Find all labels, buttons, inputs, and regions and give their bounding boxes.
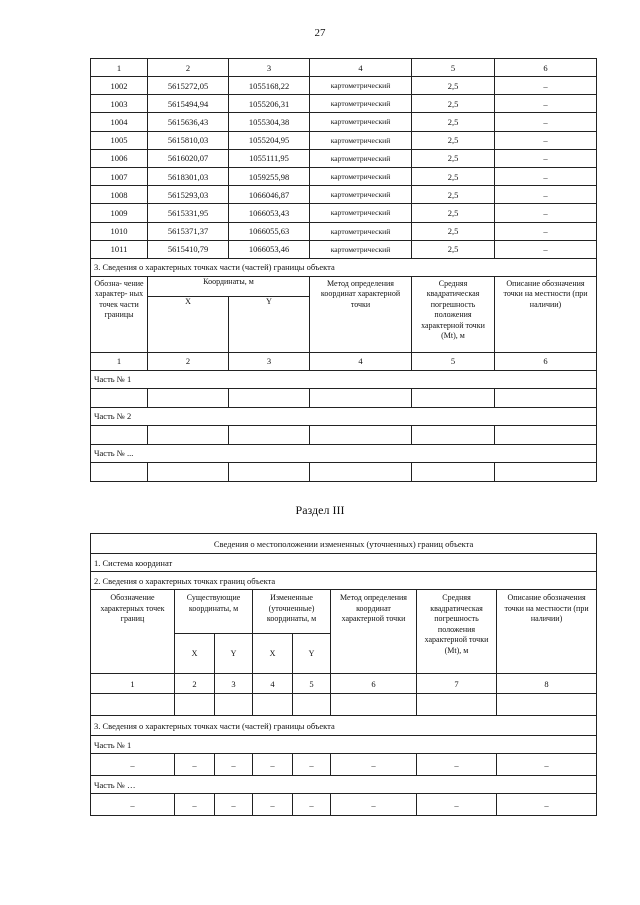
empty-row (91, 462, 597, 481)
coord-y: 1066053,46 (229, 240, 310, 258)
dash: – (331, 754, 417, 776)
point-designation-header: Обозна- чение характер- ных точек части границы (91, 276, 148, 352)
empty-row (91, 694, 597, 716)
error: 2,5 (412, 186, 495, 204)
method: картометрический (310, 204, 412, 222)
table-caption: Сведения о местоположении измененных (уточненных) границ объекта (91, 534, 597, 554)
y1-header: Y (215, 634, 253, 674)
existing-coords-header: Существующие координаты, м (175, 590, 253, 634)
method: картометрический (310, 167, 412, 185)
designation-header: Обозначение характерных точек границ (91, 590, 175, 674)
dash: – (497, 794, 597, 816)
x1-header: X (175, 634, 215, 674)
dash: – (417, 754, 497, 776)
point-number: 1005 (91, 131, 148, 149)
description: – (495, 167, 597, 185)
column-number-row (91, 352, 597, 370)
point-number: 1008 (91, 186, 148, 204)
table-row (91, 95, 597, 113)
dash: – (215, 794, 253, 816)
dash-row (91, 794, 597, 816)
coord-x: 5615371,37 (148, 222, 229, 240)
description: – (495, 95, 597, 113)
description: – (495, 77, 597, 95)
method: картометрический (310, 77, 412, 95)
table-row (91, 204, 597, 222)
empty-row (91, 425, 597, 444)
part-info-row (91, 716, 597, 736)
column-number-row (91, 59, 597, 77)
part-label: Часть № 2 (91, 407, 597, 425)
coord-y: 1055304,38 (229, 113, 310, 131)
table-row (91, 131, 597, 149)
point-number: 1003 (91, 95, 148, 113)
dash: – (293, 794, 331, 816)
col-num-1: 1 (91, 674, 175, 694)
col-num-4: 4 (310, 352, 412, 370)
boundary-points-table (90, 58, 597, 482)
dash: – (175, 754, 215, 776)
method: картометрический (310, 149, 412, 167)
dash: – (215, 754, 253, 776)
method: картометрический (310, 113, 412, 131)
table-row (91, 77, 597, 95)
col-num-5: 5 (412, 352, 495, 370)
dash: – (91, 794, 175, 816)
col-num-2: 2 (175, 674, 215, 694)
description: – (495, 186, 597, 204)
description-header: Описание обозначения точки на местности (при наличии) (497, 590, 597, 674)
coord-y: 1059255,98 (229, 167, 310, 185)
col-num-6: 6 (331, 674, 417, 694)
description: – (495, 131, 597, 149)
coord-system-row (91, 554, 597, 572)
col-num-4: 4 (310, 59, 412, 77)
description: – (495, 222, 597, 240)
col-num-6: 6 (495, 59, 597, 77)
col-num-8: 8 (497, 674, 597, 694)
part-row (91, 444, 597, 462)
error: 2,5 (412, 131, 495, 149)
coords-header: Координаты, м (148, 276, 310, 296)
col-num-7: 7 (417, 674, 497, 694)
part-label: Часть № 1 (91, 736, 597, 754)
error-header: Средняя квадратическая погрешность положения характерной точки (Mt), м (412, 276, 495, 352)
coord-system: 1. Система координат (91, 554, 597, 572)
header-row (91, 276, 597, 296)
table-row (91, 149, 597, 167)
caption-row (91, 534, 597, 554)
point-number: 1004 (91, 113, 148, 131)
part-row (91, 407, 597, 425)
method: картометрический (310, 95, 412, 113)
changed-boundaries-table (90, 533, 597, 816)
description-header: Описание обозначения точки на местности (при наличии) (495, 276, 597, 352)
col-num-1: 1 (91, 59, 148, 77)
y2-header: Y (293, 634, 331, 674)
dash: – (417, 794, 497, 816)
dash: – (253, 754, 293, 776)
table-row (91, 167, 597, 185)
col-num-4: 4 (253, 674, 293, 694)
y-header: Y (229, 296, 310, 352)
table-row (91, 240, 597, 258)
coord-y: 1055111,95 (229, 149, 310, 167)
error: 2,5 (412, 77, 495, 95)
col-num-5: 5 (293, 674, 331, 694)
method-header: Метод определения координат характерной точки (310, 276, 412, 352)
error: 2,5 (412, 240, 495, 258)
col-num-1: 1 (91, 352, 148, 370)
coord-x: 5618301,03 (148, 167, 229, 185)
coord-y: 1066046,87 (229, 186, 310, 204)
header-row (91, 590, 597, 634)
dash-row (91, 754, 597, 776)
error: 2,5 (412, 204, 495, 222)
method: картометрический (310, 186, 412, 204)
error-header: Средняя квадратическая погрешность положения характерной точки (Mt), м (417, 590, 497, 674)
part-info: 3. Сведения о характерных точках части (частей) границы объекта (91, 716, 597, 736)
coord-y: 1066055,63 (229, 222, 310, 240)
coord-x: 5615636,43 (148, 113, 229, 131)
coord-y: 1055168,22 (229, 77, 310, 95)
section3-row (91, 258, 597, 276)
section3-title: 3. Сведения о характерных точках части (частей) границы объекта (91, 258, 597, 276)
changed-coords-header: Измененные (уточненные) координаты, м (253, 590, 331, 634)
column-number-row (91, 674, 597, 694)
point-number: 1011 (91, 240, 148, 258)
col-num-6: 6 (495, 352, 597, 370)
method-header: Метод определения координат характерной точки (331, 590, 417, 674)
description: – (495, 149, 597, 167)
point-number: 1007 (91, 167, 148, 185)
description: – (495, 204, 597, 222)
coord-x: 5615810,03 (148, 131, 229, 149)
coord-x: 5616020,07 (148, 149, 229, 167)
point-number: 1002 (91, 77, 148, 95)
error: 2,5 (412, 167, 495, 185)
part-label: Часть № 1 (91, 370, 597, 388)
part-label: Часть № ... (91, 444, 597, 462)
part-label: Часть № … (91, 776, 597, 794)
coord-x: 5615494,94 (148, 95, 229, 113)
points-info-row (91, 572, 597, 590)
error: 2,5 (412, 95, 495, 113)
part-row (91, 370, 597, 388)
dash: – (175, 794, 215, 816)
error: 2,5 (412, 113, 495, 131)
dash: – (293, 754, 331, 776)
description: – (495, 240, 597, 258)
coord-y: 1055204,95 (229, 131, 310, 149)
dash: – (91, 754, 175, 776)
coord-y: 1055206,31 (229, 95, 310, 113)
col-num-2: 2 (148, 352, 229, 370)
x2-header: X (253, 634, 293, 674)
section-title: Раздел III (295, 503, 345, 517)
points-info: 2. Сведения о характерных точках границ объекта (91, 572, 597, 590)
table-row (91, 222, 597, 240)
point-number: 1010 (91, 222, 148, 240)
table-row (91, 113, 597, 131)
error: 2,5 (412, 222, 495, 240)
coord-x: 5615410,79 (148, 240, 229, 258)
dash: – (497, 754, 597, 776)
coord-y: 1066053,43 (229, 204, 310, 222)
error: 2,5 (412, 149, 495, 167)
col-num-3: 3 (229, 352, 310, 370)
point-number: 1006 (91, 149, 148, 167)
method: картометрический (310, 240, 412, 258)
page-number: 27 (314, 27, 326, 39)
col-num-3: 3 (215, 674, 253, 694)
method: картометрический (310, 222, 412, 240)
part-row (91, 776, 597, 794)
description: – (495, 113, 597, 131)
dash: – (253, 794, 293, 816)
col-num-5: 5 (412, 59, 495, 77)
point-number: 1009 (91, 204, 148, 222)
part-row (91, 736, 597, 754)
col-num-2: 2 (148, 59, 229, 77)
table-row (91, 186, 597, 204)
coord-x: 5615272,05 (148, 77, 229, 95)
empty-row (91, 388, 597, 407)
dash: – (331, 794, 417, 816)
x-header: X (148, 296, 229, 352)
method: картометрический (310, 131, 412, 149)
coord-x: 5615331,95 (148, 204, 229, 222)
col-num-3: 3 (229, 59, 310, 77)
coord-x: 5615293,03 (148, 186, 229, 204)
